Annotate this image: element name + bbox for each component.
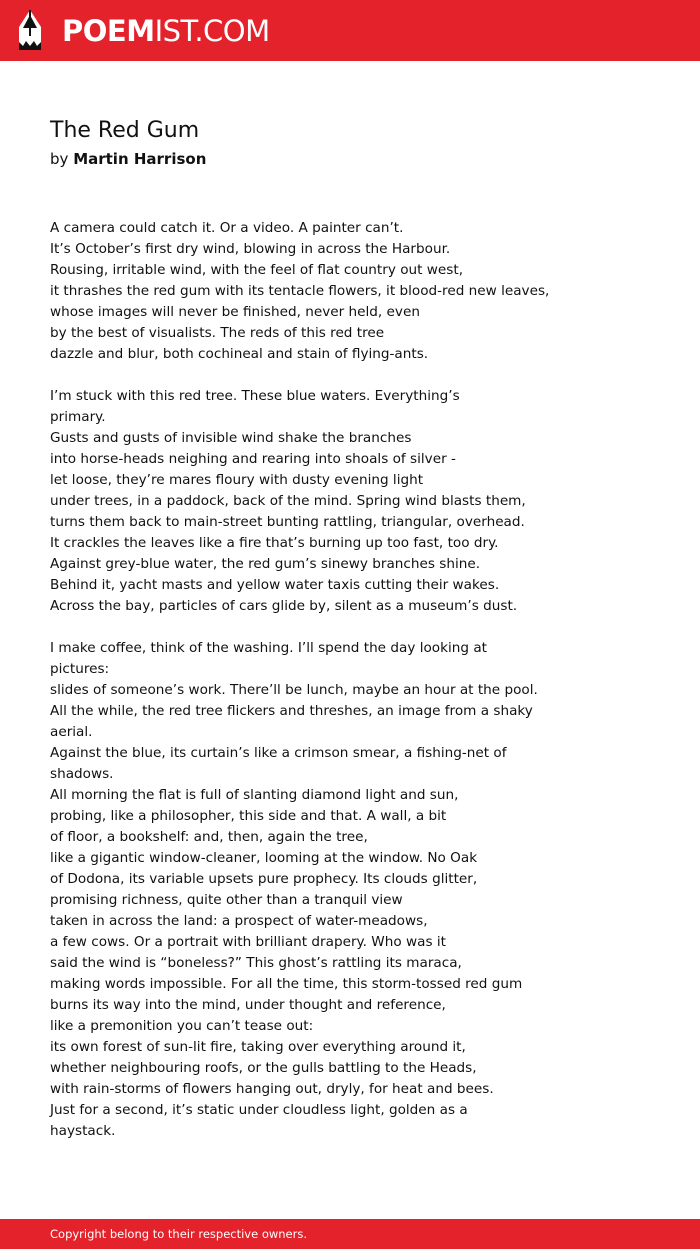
site-logo[interactable]	[62, 14, 270, 48]
poem-line: it thrashes the red gum with its tentacle flowers, it blood-red new leaves,	[50, 283, 550, 299]
poem-line: under trees, in a paddock, back of the mind. Spring wind blasts them,	[50, 493, 526, 509]
poem-line: probing, like a philosopher, this side and that. A wall, a bit	[50, 808, 447, 824]
site-header	[0, 0, 700, 61]
poem-line: slides of someone’s work. There’ll be lunch, maybe an hour at the pool.	[50, 682, 538, 698]
poem-line: All the while, the red tree flickers and threshes, an image from a shaky	[50, 703, 533, 719]
poem-stanza	[50, 218, 610, 365]
by-label: by	[50, 150, 69, 168]
poem-line: burns its way into the mind, under thought and reference,	[50, 997, 446, 1013]
poem-line: of floor, a bookshelf: and, then, again the tree,	[50, 829, 368, 845]
poem-stanza	[50, 638, 610, 1142]
poem-line: It crackles the leaves like a fire that’s burning up too fast, too dry.	[50, 535, 499, 551]
logo-light-text: IST.COM	[154, 14, 270, 48]
poem-line: All morning the flat is full of slanting diamond light and sun,	[50, 787, 459, 803]
poem-line: pictures:	[50, 661, 110, 677]
poem-line: Against the blue, its curtain’s like a crimson smear, a fishing-net of	[50, 745, 507, 761]
logo-bold-text: POEM	[62, 14, 155, 48]
poem-line: a few cows. Or a portrait with brilliant drapery. Who was it	[50, 934, 446, 950]
poem-stanza	[50, 386, 610, 617]
poem-line: Across the bay, particles of cars glide by, silent as a museum’s dust.	[50, 598, 518, 614]
poem-line: turns them back to main-street bunting rattling, triangular, overhead.	[50, 514, 525, 530]
poem-line: Gusts and gusts of invisible wind shake the branches	[50, 430, 412, 446]
copyright-text: Copyright belong to their respective owners.	[50, 1227, 308, 1241]
poem-line: aerial.	[50, 724, 93, 740]
poem-line: by the best of visualists. The reds of this red tree	[50, 325, 385, 341]
poem-line: like a premonition you can’t tease out:	[50, 1018, 314, 1034]
poem-title: The Red Gum	[50, 118, 200, 143]
poem-line: into horse-heads neighing and rearing into shoals of silver -	[50, 451, 456, 467]
poem-line: Just for a second, it’s static under cloudless light, golden as a	[50, 1102, 468, 1118]
poem-line: I’m stuck with this red tree. These blue waters. Everything’s	[50, 388, 460, 404]
poem-line: said the wind is “boneless?” This ghost’s rattling its maraca,	[50, 955, 462, 971]
poem-line: its own forest of sun-lit fire, taking over everything around it,	[50, 1039, 466, 1055]
poem-line: making words impossible. For all the time, this storm-tossed red gum	[50, 976, 523, 992]
pen-nib-icon[interactable]	[17, 9, 43, 51]
poem-line: shadows.	[50, 766, 114, 782]
poem-body	[50, 218, 610, 1163]
poem-line: with rain-storms of flowers hanging out, dryly, for heat and bees.	[50, 1081, 494, 1097]
poem-line: promising richness, quite other than a tranquil view	[50, 892, 403, 908]
site-footer	[0, 1219, 700, 1249]
poem-line: dazzle and blur, both cochineal and stain of flying-ants.	[50, 346, 429, 362]
poem-line: let loose, they’re mares floury with dusty evening light	[50, 472, 424, 488]
poem-line: whose images will never be finished, never held, even	[50, 304, 420, 320]
poem-line: whether neighbouring roofs, or the gulls battling to the Heads,	[50, 1060, 477, 1076]
poem-line: It’s October’s first dry wind, blowing in across the Harbour.	[50, 241, 451, 257]
poem-line: A camera could catch it. Or a video. A painter can’t.	[50, 220, 404, 236]
poem-line: of Dodona, its variable upsets pure prophecy. Its clouds glitter,	[50, 871, 478, 887]
poem-line: haystack.	[50, 1123, 116, 1139]
poem-line: primary.	[50, 409, 106, 425]
author-name: Martin Harrison	[73, 150, 207, 168]
poem-line: Against grey-blue water, the red gum’s sinewy branches shine.	[50, 556, 481, 572]
poem-line: Rousing, irritable wind, with the feel of flat country out west,	[50, 262, 464, 278]
poem-line: like a gigantic window-cleaner, looming at the window. No Oak	[50, 850, 478, 866]
byline	[50, 148, 206, 170]
poem-line: taken in across the land: a prospect of water-meadows,	[50, 913, 428, 929]
poem-line: Behind it, yacht masts and yellow water taxis cutting their wakes.	[50, 577, 500, 593]
poem-line: I make coffee, think of the washing. I’ll spend the day looking at	[50, 640, 487, 656]
